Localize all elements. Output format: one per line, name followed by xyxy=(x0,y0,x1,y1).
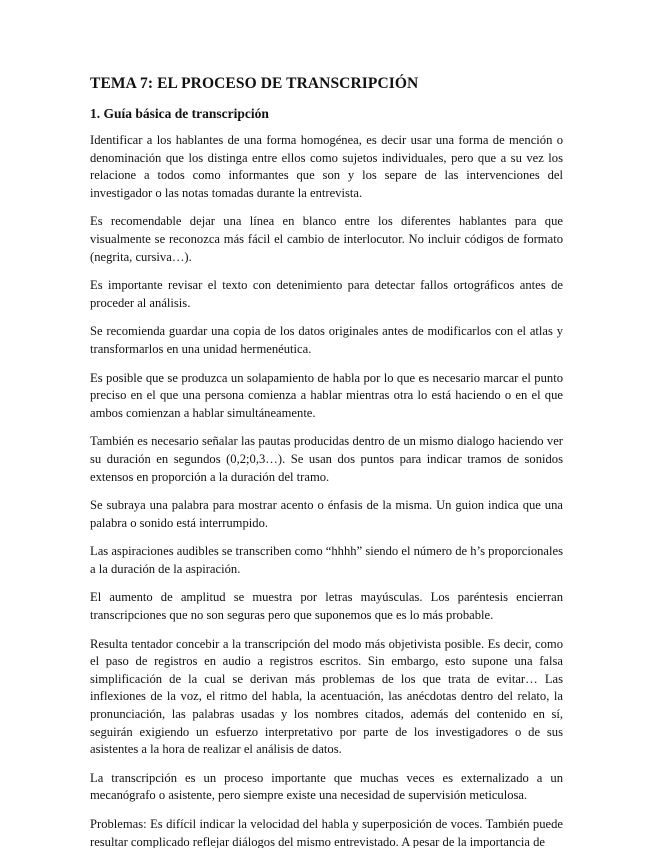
paragraph-supervision: La transcripción es un proceso importante que muchas veces es externalizado a un mecanógrafo o asistente, pero siempre existe una necesidad de supervisión meticulosa. xyxy=(90,770,563,803)
paragraph-blank-line: Es recomendable dejar una línea en blanco entre los diferentes hablantes para que visualmente se reconozca más fácil el cambio de interlocutor. No incluir códigos de formato (negrita, cursiva…). xyxy=(90,214,563,264)
paragraph-problems: Problemas: Es difícil indicar la velocidad del habla y superposición de voces. También puede resultar complicado reflejar diálogos del mismo entrevistado. A pesar de la importancia de xyxy=(90,817,563,848)
paragraph-amplitude: El aumento de amplitud se muestra por letras mayúsculas. Los paréntesis encierran transcripciones que no son seguras pero que suponemos que es lo más probable. xyxy=(90,590,563,623)
document-body xyxy=(90,74,563,848)
paragraph-overlap: Es posible que se produzca un solapamiento de habla por lo que es necesario marcar el punto preciso en el que una persona comienza a hablar mientras otra lo está haciendo o en el que ambos comienzan a hablar simultáneamente. xyxy=(90,370,563,420)
paragraph-pauses: También es necesario señalar las pautas producidas dentro de un mismo dialogo haciendo ver su duración en segundos (0,2;0,3…). Se usan dos puntos para indicar tramos de sonidos extensos en proporción a la duración del tramo. xyxy=(90,434,563,484)
section-heading: 1. Guía básica de transcripción xyxy=(90,106,269,121)
paragraph-identify-speakers: Identificar a los hablantes de una forma homogénea, es decir usar una forma de mención o denominación que los distinga entre ellos como sujetos individuales, pero que a su vez los relacione a todos como informantes que son y los separe de las intervenciones del investigador o las notas tomadas durante la entrevista. xyxy=(90,133,563,200)
document-title: TEMA 7: EL PROCESO DE TRANSCRIPCIÓN xyxy=(90,75,419,92)
paragraph-save-copy: Se recomienda guardar una copia de los datos originales antes de modificarlos con el atlas y transformarlos en una unidad hermenéutica. xyxy=(90,324,563,356)
paragraph-review-text: Es importante revisar el texto con detenimiento para detectar fallos ortográficos antes de proceder al análisis. xyxy=(90,278,563,310)
paragraph-underline: Se subraya una palabra para mostrar acento o énfasis de la misma. Un guion indica que una palabra o sonido está interrumpido. xyxy=(90,498,563,530)
paragraph-aspirations: Las aspiraciones audibles se transcriben como “hhhh” siendo el número de h’s proporcionales a la duración de la aspiración. xyxy=(90,544,563,576)
paragraph-objectivist: Resulta tentador concebir a la transcripción del modo más objetivista posible. Es decir, como el paso de registros en audio a registros escritos. Sin embargo, esto supone una falsa simplificación de la cual se derivan más problemas de los que trata de evitar… Las inflexiones de la voz, el ritmo del habla, la acentuación, las anécdotas dentro del relato, la pronunciación, las palabras usadas y los nombres citados, además del contenido en sí, seguirán exigiendo un esfuerzo interpretativo por parte de los investigadores o de sus asistentes a la hora de realizar el análisis de datos. xyxy=(90,636,563,757)
